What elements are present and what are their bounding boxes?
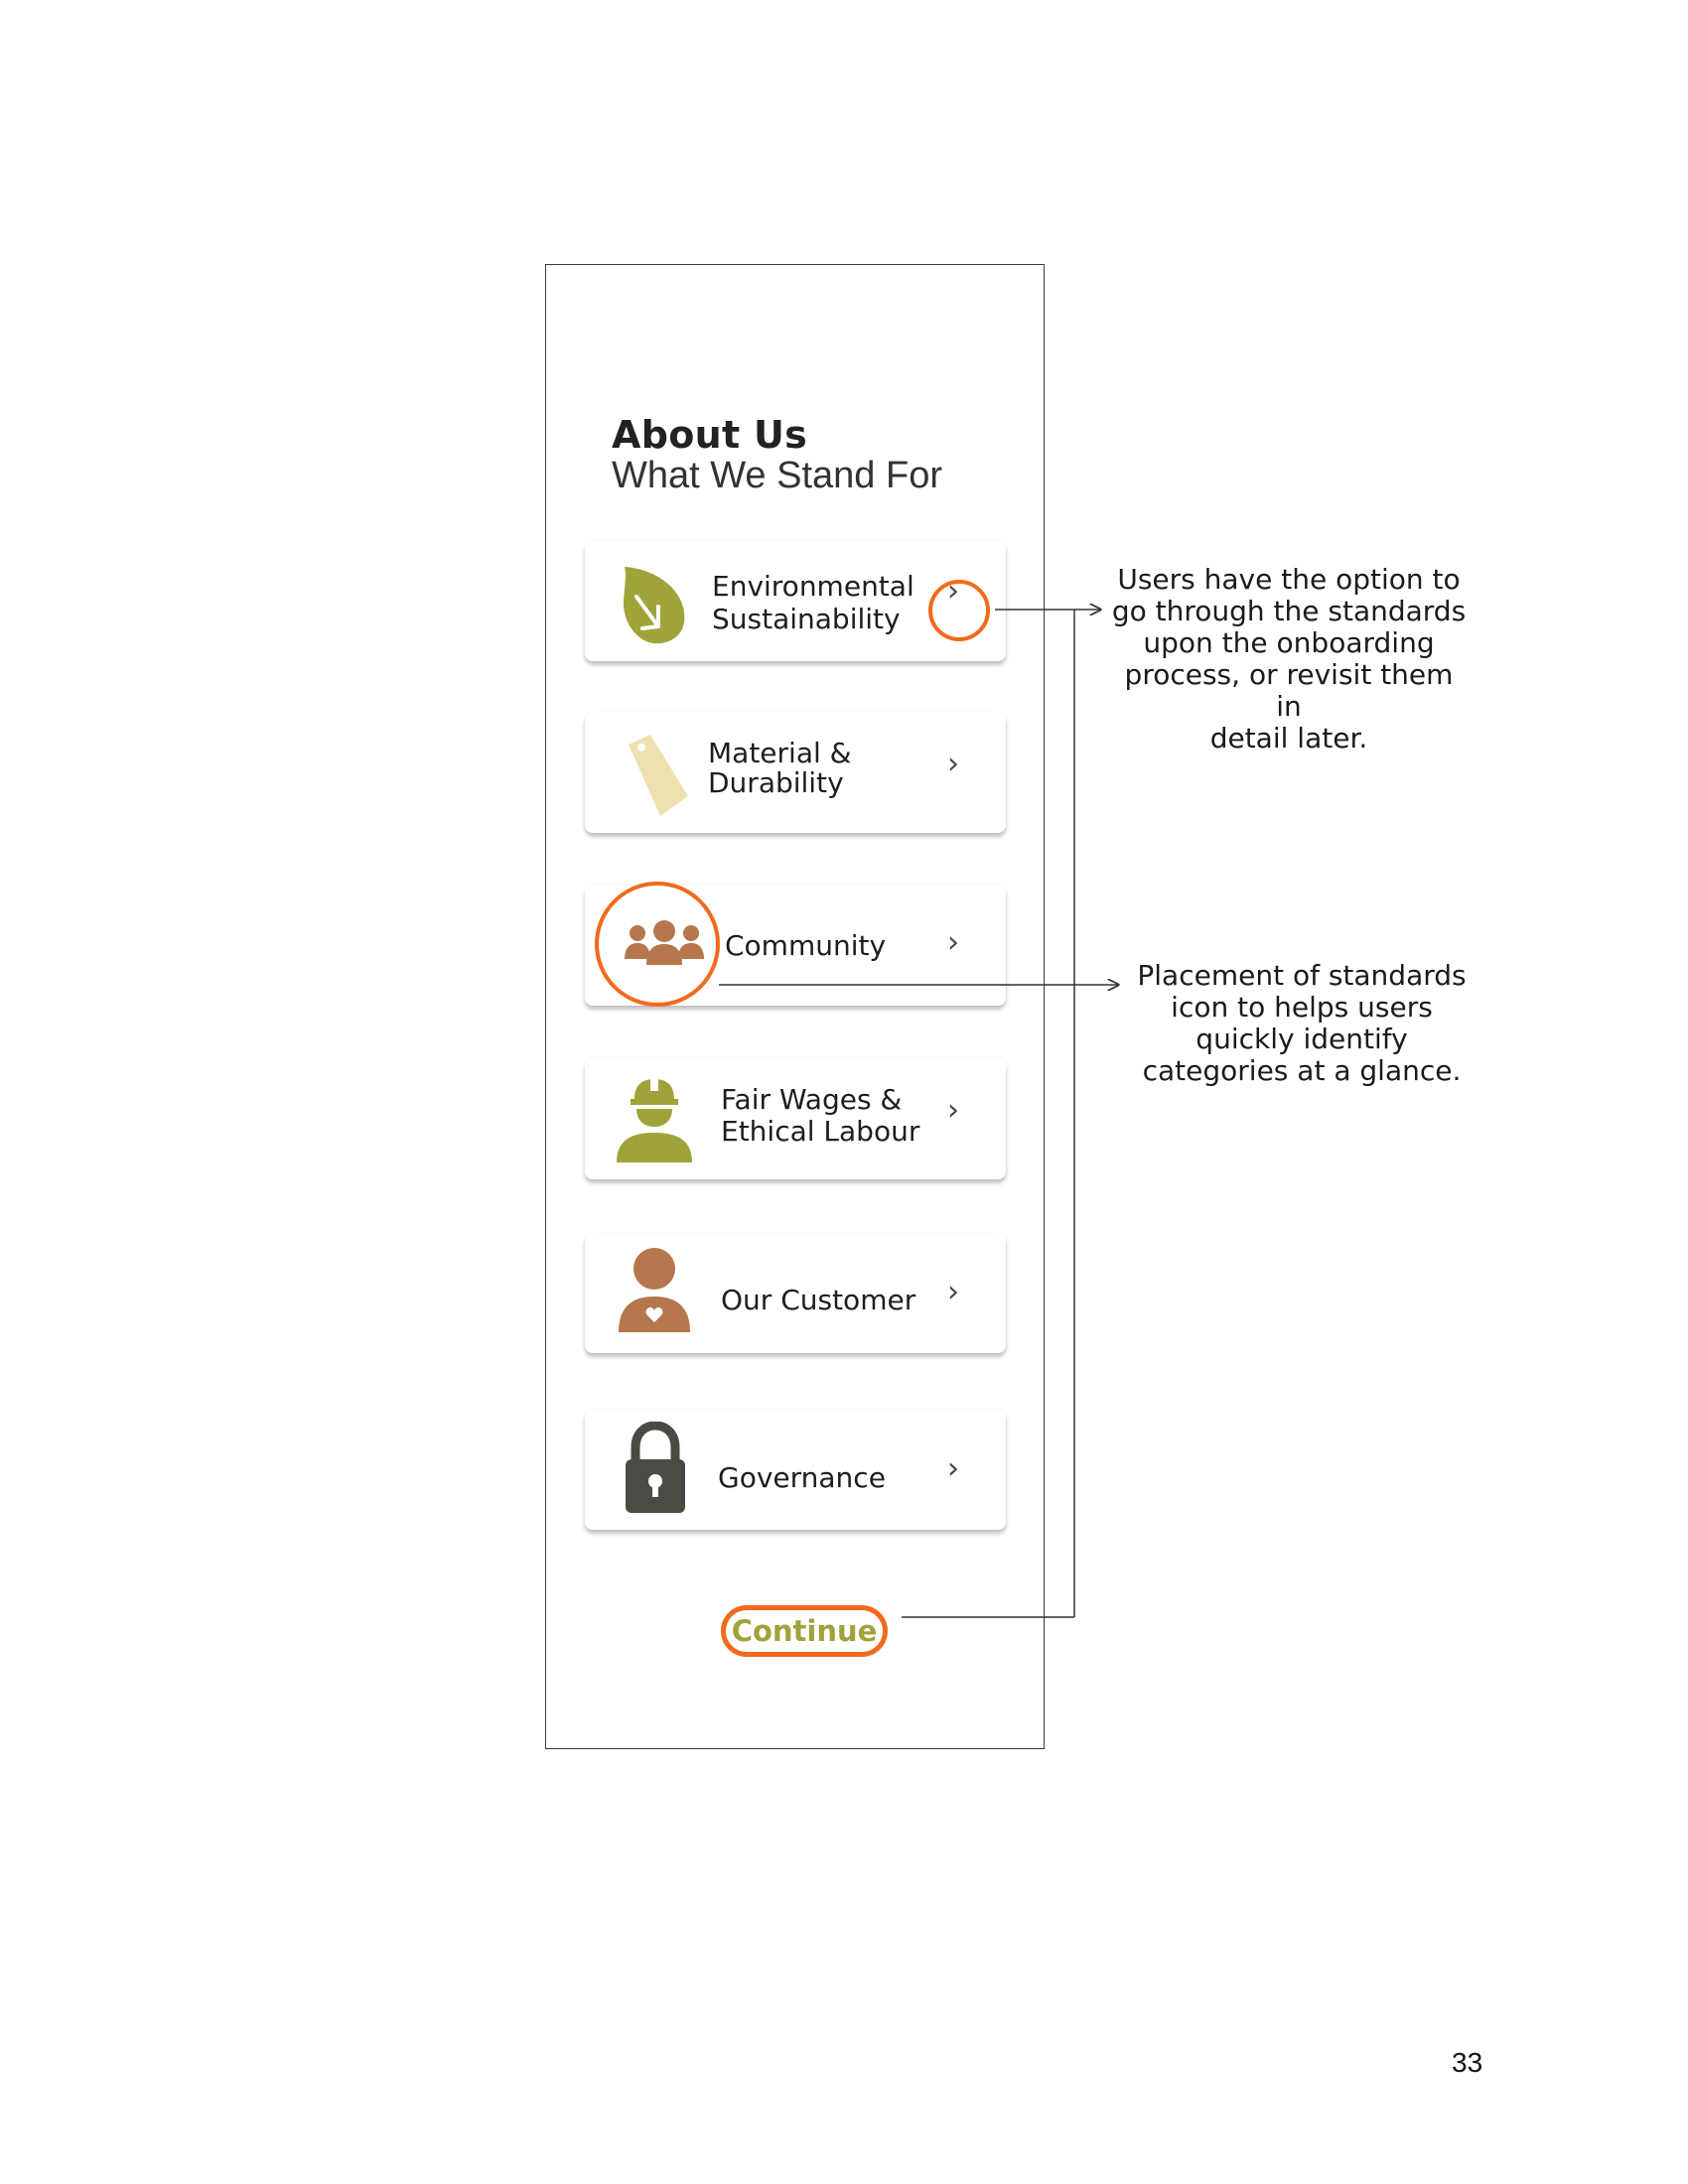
chevron-right-icon[interactable]: › <box>947 1451 959 1486</box>
continue-button[interactable]: Continue <box>721 1605 888 1657</box>
note-line: icon to helps users <box>1171 991 1433 1024</box>
card-label-line1: Governance <box>718 1461 886 1494</box>
note-line: Users have the option to <box>1117 563 1461 596</box>
chevron-right-icon[interactable]: › <box>947 1275 959 1309</box>
note-line: categories at a glance. <box>1142 1054 1462 1087</box>
note-line: Placement of standards <box>1137 959 1467 992</box>
note-line: go through the standards <box>1111 595 1467 627</box>
card-label-line1: Material & <box>708 737 852 769</box>
chevron-right-icon[interactable]: › <box>947 574 959 609</box>
note-line: detail later. <box>1209 722 1368 754</box>
note-line: process, or revisit them in <box>1124 658 1454 723</box>
card-label-line1: Environmental <box>712 570 914 603</box>
chevron-right-icon[interactable]: › <box>947 925 959 960</box>
chevron-right-icon[interactable]: › <box>947 1093 959 1128</box>
card-label-line2: Durability <box>708 766 844 799</box>
chevron-right-icon[interactable]: › <box>947 747 959 781</box>
card-label-line2: Sustainability <box>712 603 901 635</box>
card-label-line1: Fair Wages & <box>721 1083 903 1116</box>
page-number: 33 <box>1452 2047 1483 2078</box>
card-label-line2: Ethical Labour <box>721 1115 920 1148</box>
page-subtitle: What We Stand For <box>612 455 942 496</box>
annotation-note-2 <box>1128 960 1476 1087</box>
page-title: About Us <box>612 413 808 457</box>
note-line: quickly identify <box>1196 1023 1408 1055</box>
annotation-note-1 <box>1110 564 1468 754</box>
card-label-line1: Our Customer <box>721 1284 916 1316</box>
note-line: upon the onboarding <box>1143 626 1435 659</box>
card-label-line1: Community <box>725 929 887 962</box>
